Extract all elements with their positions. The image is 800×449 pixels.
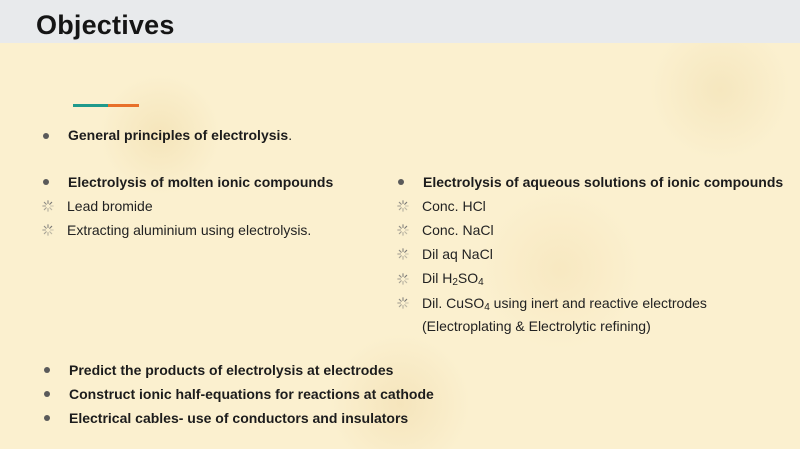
spinner-dash bbox=[50, 232, 52, 234]
spinner-icon bbox=[397, 273, 409, 285]
general-principles-label: General principles of electrolysis bbox=[68, 127, 289, 143]
spinner-dash bbox=[44, 232, 46, 234]
list-item-text: Conc. NaCl bbox=[422, 222, 494, 238]
h2so4-prefix: Dil H bbox=[422, 270, 453, 286]
bottom-item bbox=[44, 410, 408, 426]
spinner-icon bbox=[42, 200, 54, 212]
spinner-icon bbox=[397, 224, 409, 236]
accent-bar-teal bbox=[73, 104, 108, 107]
bottom-item bbox=[44, 386, 434, 402]
spinner-dash bbox=[405, 281, 407, 283]
list-item-text: Lead bromide bbox=[67, 198, 153, 214]
cuso4-rest: using inert and reactive electrodes bbox=[489, 295, 707, 311]
spinner-dash bbox=[50, 202, 52, 204]
bullet-icon bbox=[43, 179, 49, 185]
cuso4-prefix: Dil. CuSO bbox=[422, 295, 485, 311]
bottom-item-text: Construct ionic half-equations for reactions at cathode bbox=[69, 386, 434, 402]
right-heading-text: Electrolysis of aqueous solutions of ionic compounds bbox=[423, 174, 784, 190]
bottom-item bbox=[44, 362, 393, 378]
general-principles-text bbox=[68, 127, 292, 145]
right-column-heading bbox=[398, 174, 783, 190]
spinner-icon bbox=[397, 297, 409, 309]
h2so4-sub1: 2 bbox=[452, 277, 458, 288]
list-item bbox=[42, 198, 153, 214]
list-item bbox=[397, 294, 707, 335]
spinner-dash bbox=[405, 232, 407, 234]
spinner-dash bbox=[44, 226, 46, 228]
cuso4-text bbox=[422, 294, 707, 335]
page-title: Objectives bbox=[36, 10, 175, 40]
list-item bbox=[397, 246, 493, 262]
left-column-heading bbox=[43, 174, 333, 190]
cuso4-line2: (Electroplating & Electrolytic refining) bbox=[422, 318, 651, 334]
spinner-dash bbox=[405, 250, 407, 252]
spinner-dash bbox=[44, 208, 46, 210]
h2so4-text bbox=[422, 270, 484, 288]
cuso4-line1 bbox=[422, 294, 707, 317]
spinner-dash bbox=[399, 202, 401, 204]
cuso4-sub: 4 bbox=[484, 302, 490, 313]
spinner-dash bbox=[405, 275, 407, 277]
bullet-icon bbox=[44, 415, 50, 421]
spinner-dash bbox=[399, 305, 401, 307]
spinner-dash bbox=[399, 256, 401, 258]
spinner-dash bbox=[399, 275, 401, 277]
spinner-dash bbox=[44, 202, 46, 204]
h2so4-mid: SO bbox=[457, 270, 479, 286]
list-item-text: Extracting aluminium using electrolysis. bbox=[67, 222, 312, 238]
spinner-dash bbox=[405, 202, 407, 204]
bullet-icon bbox=[398, 179, 404, 185]
spinner-dash bbox=[399, 299, 401, 301]
left-heading-text: Electrolysis of molten ionic compounds bbox=[68, 174, 334, 190]
general-principles-item bbox=[43, 127, 292, 145]
spinner-dash bbox=[50, 208, 52, 210]
list-item bbox=[397, 198, 486, 214]
spinner-dash bbox=[405, 305, 407, 307]
list-item-text: Conc. HCl bbox=[422, 198, 486, 214]
spinner-dash bbox=[405, 226, 407, 228]
spinner-icon bbox=[397, 200, 409, 212]
spinner-dash bbox=[405, 299, 407, 301]
spinner-dash bbox=[399, 208, 401, 210]
bullet-icon bbox=[44, 391, 50, 397]
bottom-item-text: Predict the products of electrolysis at electrodes bbox=[69, 362, 394, 378]
bullet-icon bbox=[44, 367, 50, 373]
general-principles-suffix: . bbox=[288, 127, 293, 143]
spinner-dash bbox=[50, 226, 52, 228]
list-item-text: Dil aq NaCl bbox=[422, 246, 493, 262]
spinner-dash bbox=[399, 232, 401, 234]
spinner-dash bbox=[399, 281, 401, 283]
spinner-dash bbox=[405, 208, 407, 210]
spinner-dash bbox=[399, 250, 401, 252]
bottom-item-text: Electrical cables- use of conductors and insulators bbox=[69, 410, 409, 426]
list-item bbox=[397, 270, 484, 288]
spinner-dash bbox=[399, 226, 401, 228]
list-item bbox=[397, 222, 494, 238]
list-item bbox=[42, 222, 311, 238]
spinner-icon bbox=[42, 224, 54, 236]
spinner-dash bbox=[405, 256, 407, 258]
h2so4-sub2: 4 bbox=[478, 277, 484, 288]
bullet-icon bbox=[43, 133, 49, 139]
spinner-icon bbox=[397, 248, 409, 260]
accent-bar-orange bbox=[108, 104, 139, 107]
